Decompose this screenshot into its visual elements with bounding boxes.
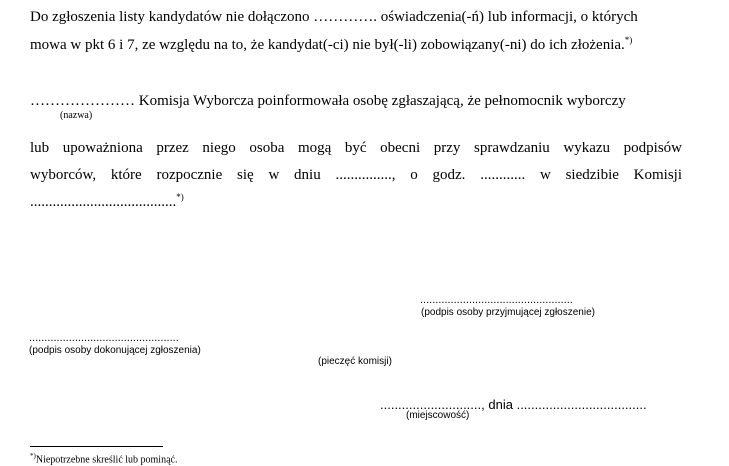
paragraph-2-line-3-text: wyborców, które rozpocznie się w dniu ..............., o godz. ............ w siedzibie Komisji — [30, 167, 682, 183]
place-label: (miejscowość) — [406, 410, 470, 421]
paragraph-2-line-3 — [30, 166, 682, 184]
date-field: .................................... — [516, 397, 647, 412]
paragraph-2-line-4 — [30, 193, 184, 211]
date-label: dnia — [488, 397, 513, 412]
submitter-signature-line: ................................................. — [29, 332, 179, 344]
receiver-signature-line: .................................................. — [420, 294, 573, 306]
footnote-separator — [30, 446, 163, 447]
paragraph-2-line-2-text: lub upoważniona przez niego osoba mogą być obecni przy sprawdzaniu wykazu podpisów — [30, 140, 682, 156]
receiver-signature-label: (podpis osoby przyjmującej zgłoszenie) — [421, 307, 595, 318]
footnote — [30, 450, 177, 466]
stamp-label: (pieczęć komisji) — [318, 356, 392, 367]
submitter-signature-label: (podpis osoby dokonującej zgłoszenia) — [29, 345, 201, 356]
paragraph-2-line-1-text: ………………… Komisja Wyborcza poinformowała osobę zgłaszającą, że pełnomocnik wyborczy — [30, 93, 626, 109]
place-field: ............................, — [380, 397, 485, 412]
footnote-reference-mark: *) — [624, 35, 633, 45]
footnote-mark: *) — [30, 452, 36, 460]
paragraph-1-line-2-text: mowa w pkt 6 i 7, ze względu na to, że kandydat(-ci) nie był(-li) zobowiązany(-ni) do ich złożenia. — [30, 37, 625, 53]
commission-location-field: ....................................... — [30, 194, 177, 210]
name-field-label: (nazwa) — [60, 110, 93, 121]
paragraph-1-line-2 — [30, 36, 632, 54]
paragraph-2-line-2 — [30, 139, 682, 157]
footnote-reference-mark-2: *) — [176, 192, 184, 202]
paragraph-1-line-1-text: Do zgłoszenia listy kandydatów nie dołączono …………. oświadczenia(-ń) lub informacji, o których — [30, 9, 638, 25]
paragraph-1-line-1 — [30, 8, 638, 26]
footnote-text: Niepotrzebne skreślić lub pominąć. — [35, 454, 178, 466]
paragraph-2-line-1 — [30, 92, 626, 110]
